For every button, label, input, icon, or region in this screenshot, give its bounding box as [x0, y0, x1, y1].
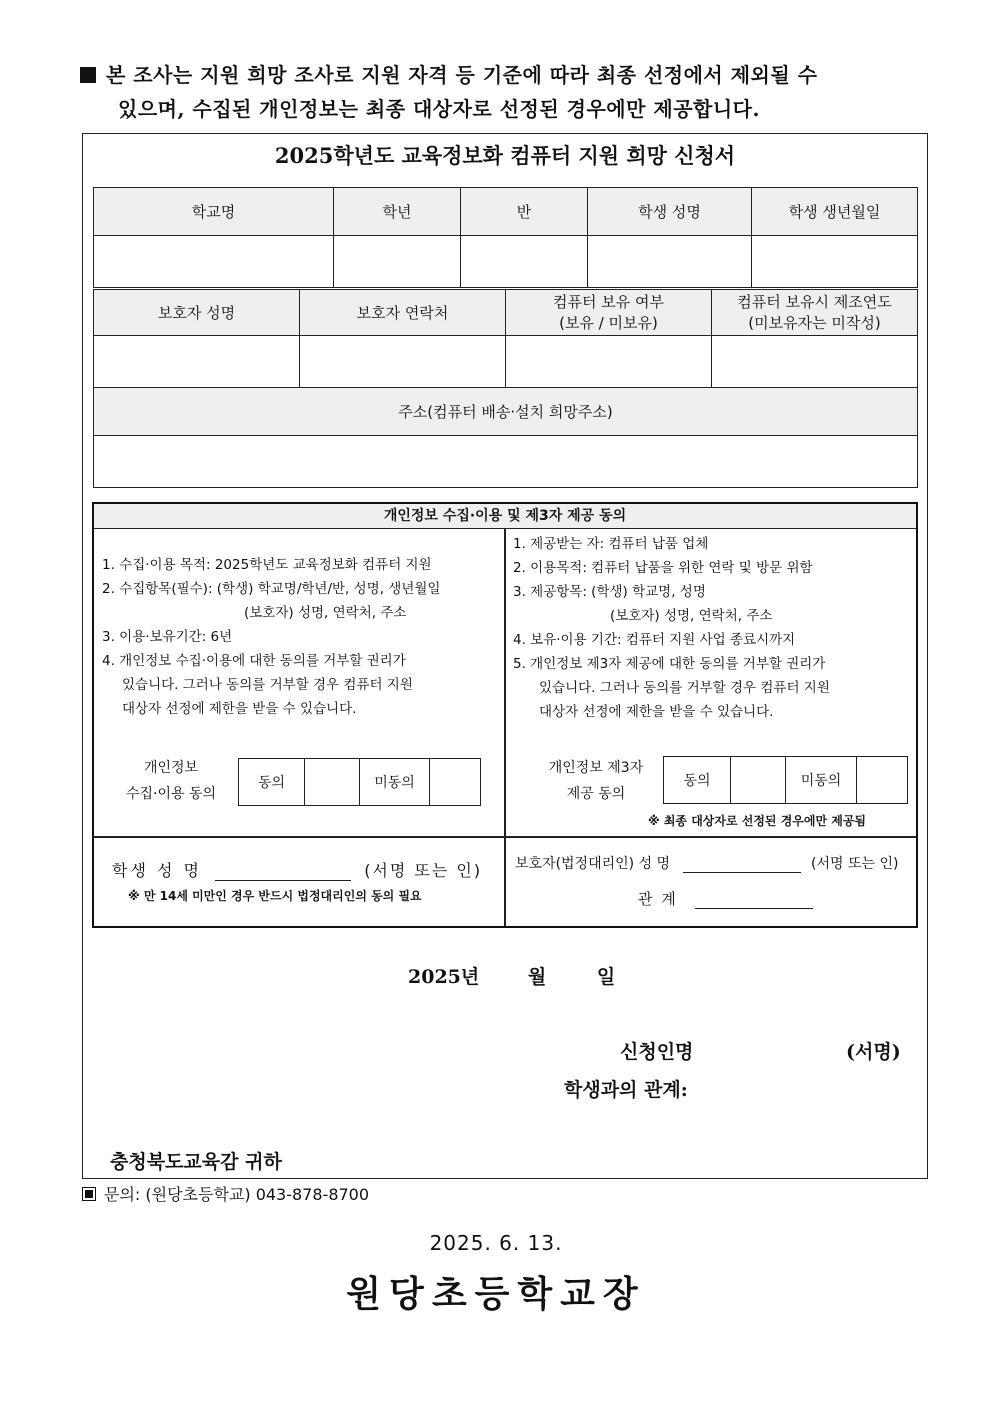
- header-guardian-contact: 보호자 연락처: [300, 290, 506, 336]
- collection-consent-label: 개인정보 수집·이용 동의: [125, 760, 217, 802]
- guardian-signature-input[interactable]: [683, 856, 801, 873]
- collection-consent-list: [102, 553, 502, 721]
- computer-year-field[interactable]: [712, 336, 918, 388]
- header-school-name: 학교명: [94, 188, 334, 236]
- list-item: 5. 개인정보 제3자 제공에 대한 동의를 거부할 권리가: [513, 656, 826, 672]
- list-item: 대상자 선정에 제한을 받을 수 있습니다.: [539, 704, 774, 720]
- student-name-field[interactable]: [588, 236, 752, 288]
- consent-divider-vertical: [504, 529, 506, 926]
- third-party-consent-options: [663, 756, 908, 804]
- guardian-contact-field[interactable]: [300, 336, 506, 388]
- list-item: (보호자) 성명, 연락처, 주소: [610, 608, 773, 624]
- under14-note: ※ 만 14세 미만인 경우 반드시 법정대리인의 동의 필요: [128, 889, 422, 903]
- list-item: 2. 이용목적: 컴퓨터 납품을 위한 연락 및 방문 위함: [513, 560, 813, 576]
- notice: [80, 58, 920, 126]
- final-selection-note: ※ 최종 대상자로 선정된 경우에만 제공됨: [648, 814, 867, 828]
- third-party-consent-label: 개인정보 제3자 제공 동의: [548, 760, 644, 802]
- list-item: 4. 보유·이용 기간: 컴퓨터 지원 사업 종료시까지: [513, 632, 796, 648]
- header-grade: 학년: [334, 188, 461, 236]
- header-guardian-name: 보호자 성명: [94, 290, 300, 336]
- list-item: 4. 개인정보 수집·이용에 대한 동의를 거부할 권리가: [102, 653, 406, 669]
- student-info-table: [93, 187, 918, 288]
- agree-label: 동의: [664, 757, 731, 804]
- issue-date: 2025. 6. 13.: [429, 1231, 563, 1255]
- list-item: (보호자) 성명, 연락처, 주소: [244, 605, 407, 621]
- class-field[interactable]: [461, 236, 588, 288]
- form-title: 2025학년도 교육정보화 컴퓨터 지원 희망 신청서: [274, 143, 736, 168]
- collection-disagree-checkbox[interactable]: [430, 759, 481, 806]
- header-class: 반: [461, 188, 588, 236]
- notice-line-1: 본 조사는 지원 희망 조사로 지원 자격 등 기준에 따라 최종 선정에서 제외될 수: [80, 58, 920, 92]
- application-date: 2025년 월 일: [408, 966, 616, 988]
- list-item: 대상자 선정에 제한을 받을 수 있습니다.: [122, 701, 357, 717]
- computer-ownership-field[interactable]: [506, 336, 712, 388]
- header-computer-year: 컴퓨터 보유시 제조연도 (미보유자는 미작성): [712, 290, 918, 336]
- list-item: 2. 수집항목(필수): (학생) 학교명/학년/반, 성명, 생년월일: [102, 581, 441, 597]
- list-item: 있습니다. 그러나 동의를 거부할 경우 컴퓨터 지원: [122, 677, 413, 693]
- applicant-name-label: 신청인명: [620, 1041, 694, 1063]
- consent-divider-horizontal: [94, 836, 916, 838]
- guardian-signature-line: 보호자(법정대리인) 성 명 (서명 또는 인): [515, 856, 899, 872]
- student-signature-input[interactable]: [215, 861, 351, 881]
- collection-agree-checkbox[interactable]: [305, 759, 360, 806]
- applicant-sign-label: (서명): [846, 1041, 901, 1063]
- third-party-consent-list: [513, 532, 913, 724]
- header-student-name: 학생 성명: [588, 188, 752, 236]
- disagree-label: 미동의: [786, 757, 857, 804]
- issuer-name: 원당초등학교장: [346, 1274, 646, 1315]
- school-name-field[interactable]: [94, 236, 334, 288]
- agree-label: 동의: [239, 759, 305, 806]
- relation-input[interactable]: [695, 890, 813, 909]
- list-item: 3. 제공항목: (학생) 학교명, 성명: [513, 584, 706, 600]
- applicant-relation-label: 학생과의 관계:: [564, 1079, 688, 1101]
- header-address: 주소(컴퓨터 배송·설치 희망주소): [94, 388, 918, 436]
- square-bullet-icon: [80, 67, 96, 83]
- address-field[interactable]: [94, 436, 918, 488]
- contact-info: 문의: (원당초등학교) 043-878-8700: [82, 1182, 369, 1205]
- list-item: 3. 이용·보유기간: 6년: [102, 629, 233, 645]
- relation-line: 관 계: [638, 888, 813, 909]
- disagree-label: 미동의: [360, 759, 430, 806]
- guardian-name-field[interactable]: [94, 336, 300, 388]
- square-bullet-icon: [82, 1187, 96, 1201]
- third-party-disagree-checkbox[interactable]: [857, 757, 908, 804]
- third-party-agree-checkbox[interactable]: [731, 757, 786, 804]
- grade-field[interactable]: [334, 236, 461, 288]
- list-item: 1. 제공받는 자: 컴퓨터 납품 업체: [513, 536, 709, 552]
- addressee: 충청북도교육감 귀하: [110, 1151, 282, 1173]
- list-item: 1. 수집·이용 목적: 2025학년도 교육정보화 컴퓨터 지원: [102, 557, 432, 573]
- list-item: 있습니다. 그러나 동의를 거부할 경우 컴퓨터 지원: [539, 680, 830, 696]
- header-computer-ownership: 컴퓨터 보유 여부 (보유 / 미보유): [506, 290, 712, 336]
- guardian-info-table: [93, 289, 918, 488]
- header-student-birthdate: 학생 생년월일: [752, 188, 918, 236]
- student-birthdate-field[interactable]: [752, 236, 918, 288]
- student-signature-line: 학생 성 명 (서명 또는 인): [112, 861, 483, 880]
- notice-line-2: 있으며, 수집된 개인정보는 최종 대상자로 선정된 경우에만 제공합니다.: [118, 97, 760, 121]
- consent-title: 개인정보 수집·이용 및 제3자 제공 동의: [94, 504, 916, 529]
- collection-consent-options: [238, 758, 481, 806]
